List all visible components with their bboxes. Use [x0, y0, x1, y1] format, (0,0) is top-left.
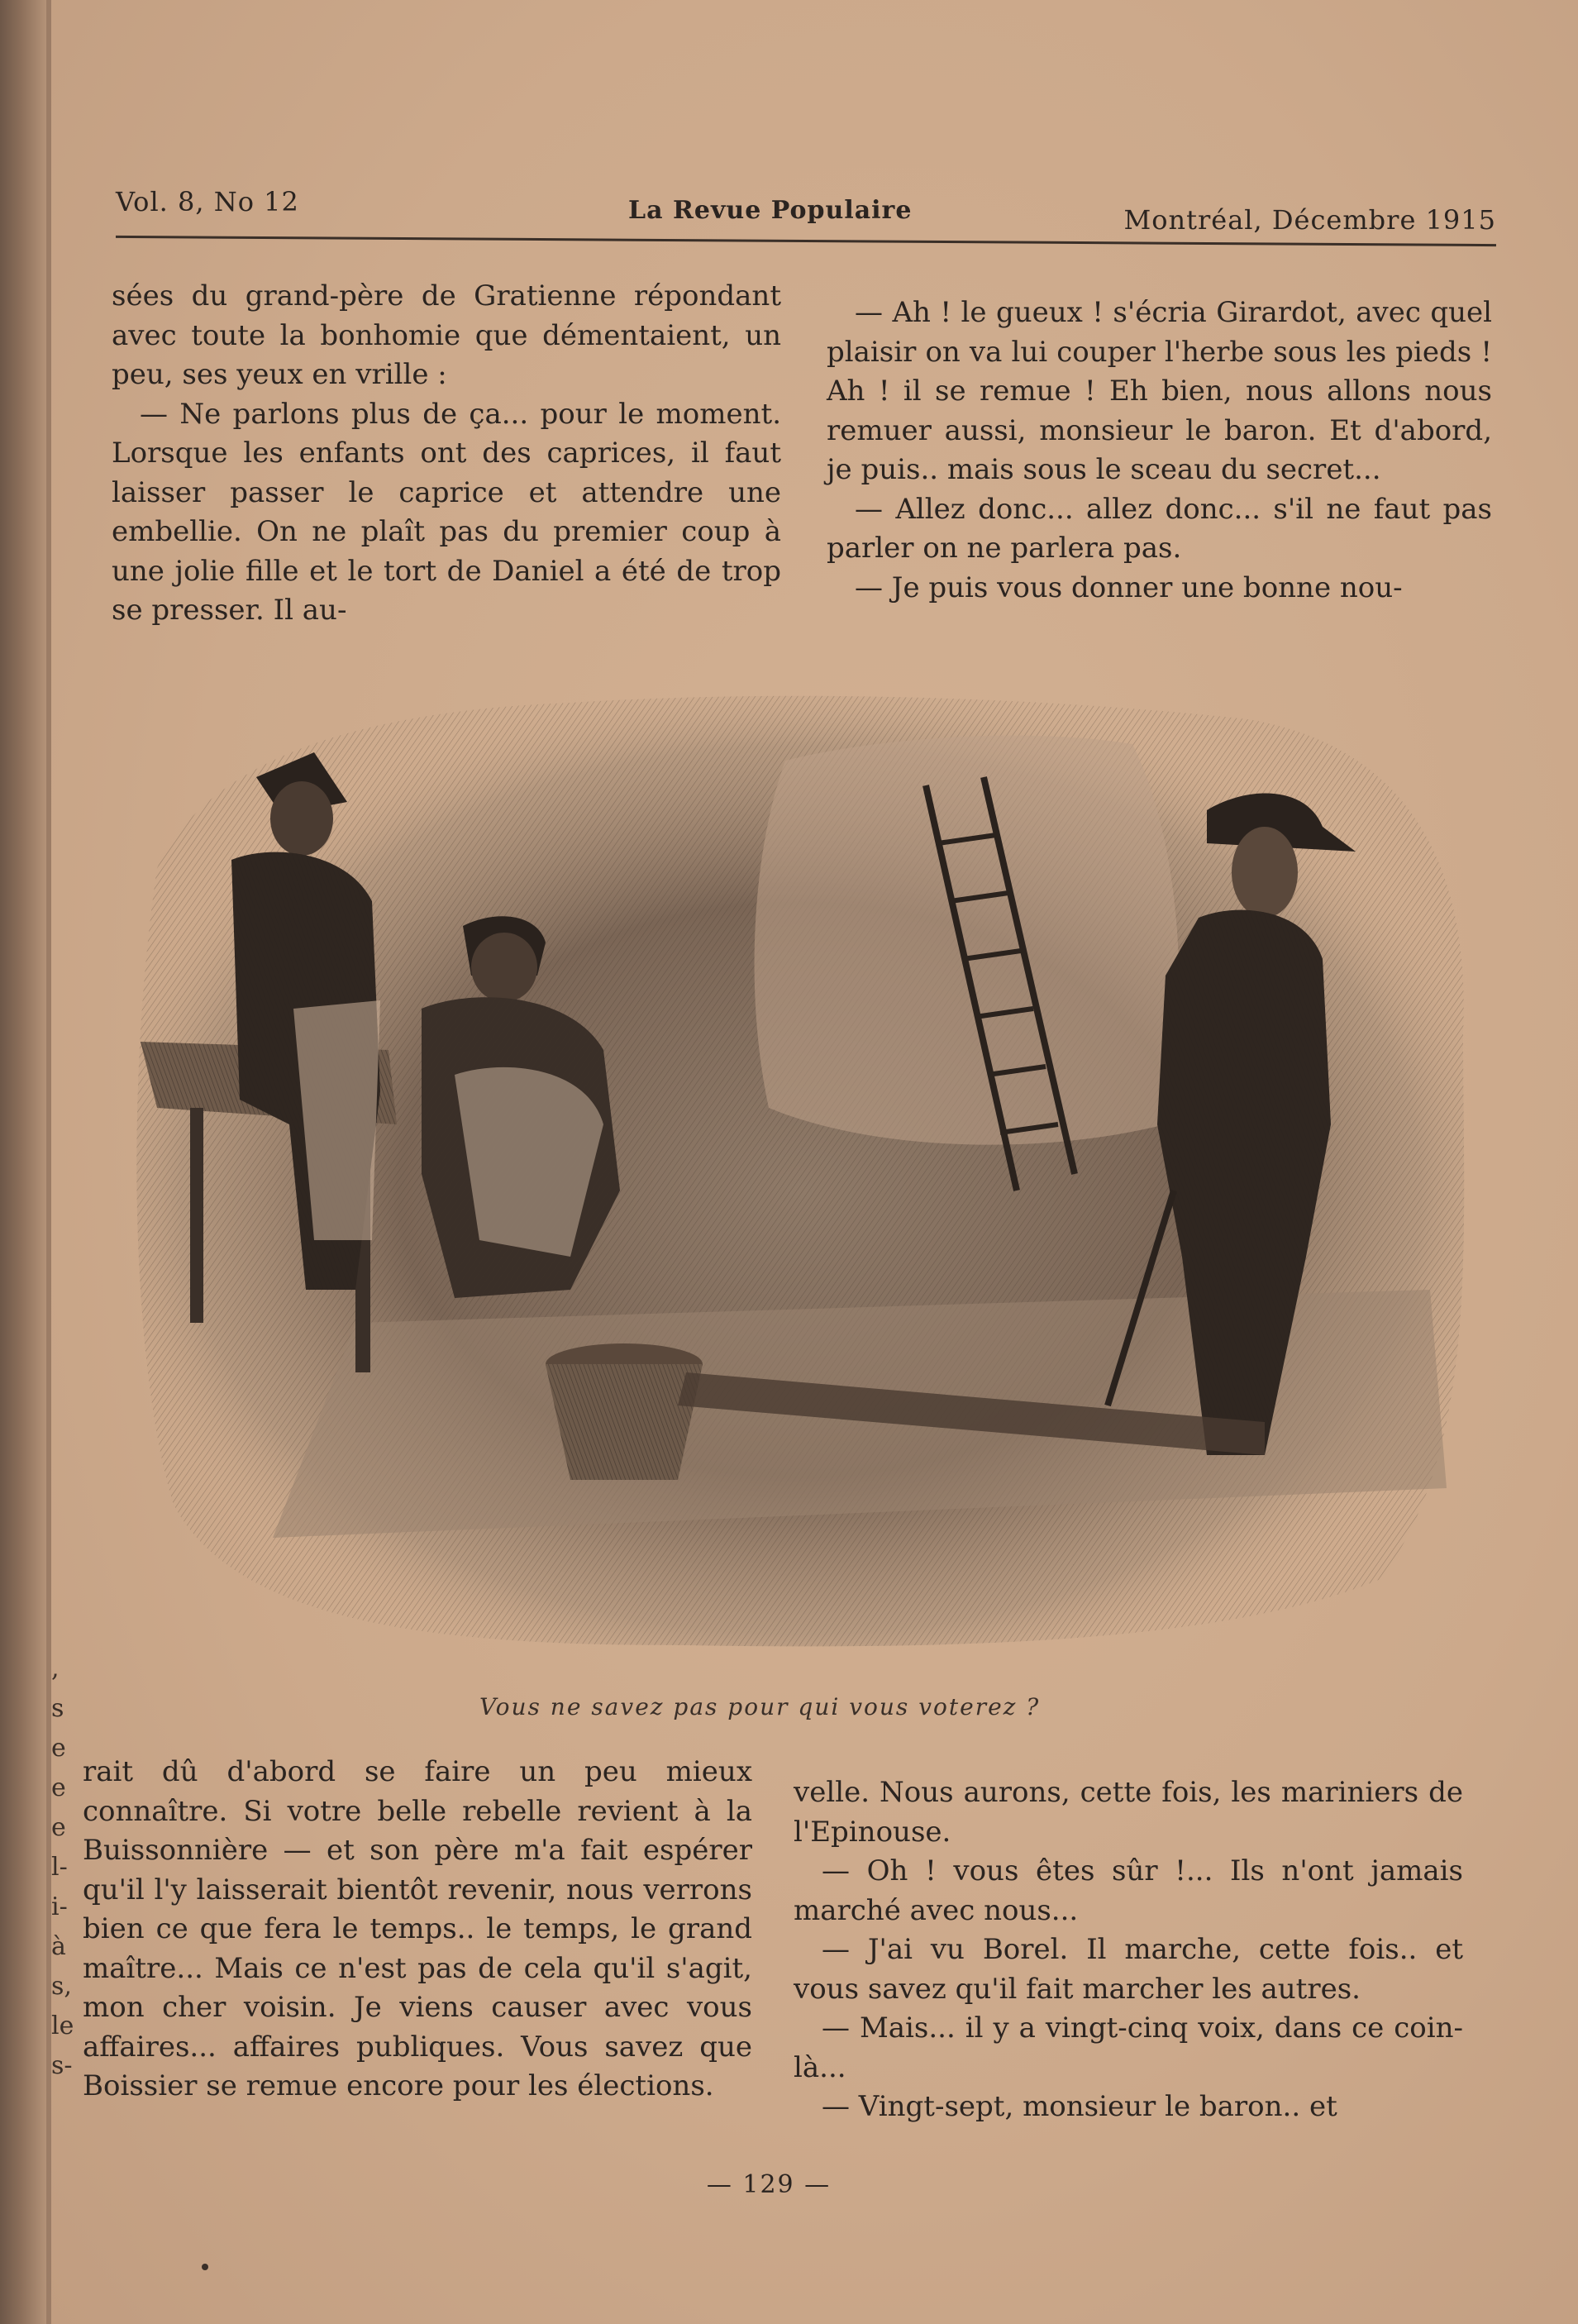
paragraph: — J'ai vu Borel. Il marche, cette fois.. et vous savez qu'il fait marcher les autres. — [794, 1933, 1463, 2006]
edge-fragment: , — [51, 1654, 60, 1683]
paragraph: sées du grand-père de Gratienne répondant avec toute la bonhomie que démentaient, un peu, ses yeux en vrille : — [112, 279, 781, 391]
adjacent-page-fragments — [51, 1649, 76, 2086]
paragraph: rait dû d'abord se faire un peu mieux connaître. Si votre belle rebelle revient à la Buissonnière — et son père m'a fait espérer qu'il l'y laisserait bientôt revenir, nous verrons bien ce que fera le temps.. le temps, le grand maître... Mais ce n'est pas de cela qu'il s'agit, mon cher voisin. Je viens causer avec vous affaires... affaires publiques. Vous savez que Boissier se remue encore pour les élections. — [83, 1755, 752, 2102]
edge-fragment: le — [51, 2011, 74, 2040]
edge-fragment: à — [51, 1932, 66, 1961]
publication-title: La Revue Populaire — [628, 196, 913, 225]
paragraph: — Mais... il y a vingt-cinq voix, dans ce coin-là... — [794, 2011, 1463, 2084]
volume-number: Vol. 8, No 12 — [116, 186, 299, 217]
paragraph: velle. Nous aurons, cette fois, les mariniers de l'Epinouse. — [794, 1776, 1463, 1849]
paragraph: — Ne parlons plus de ça... pour le moment. Lorsque les enfants ont des caprices, il faut laisser passer le caprice et attendre une embellie. On ne plaît pas du premier coup à une jolie fille et le tort de Daniel a été de trop se presser. Il au- — [112, 397, 781, 627]
edge-fragment: l- — [51, 1853, 68, 1882]
edge-fragment: s- — [51, 2051, 73, 2080]
column-bottom-left — [83, 1753, 752, 2107]
issue-date: Montréal, Décembre 1915 — [1123, 204, 1496, 236]
edge-fragment: s, — [51, 1972, 72, 2001]
edge-fragment: e — [51, 1734, 66, 1763]
column-bottom-right — [794, 1773, 1463, 2127]
illustration-caption: Vous ne savez pas pour qui vous voterez ? — [479, 1693, 1041, 1720]
paragraph: — Oh ! vous êtes sûr !... Ils n'ont jamais marché avec nous... — [794, 1854, 1463, 1927]
edge-fragment: e — [51, 1773, 66, 1802]
paragraph: — Ah ! le gueux ! s'écria Girardot, avec quel plaisir on va lui couper l'herbe sous les pieds ! Ah ! il se remue ! Eh bien, nous allons nous remuer aussi, monsieur le baron. Et d'abord, je puis.. mais sous le sceau du secret... — [827, 296, 1492, 486]
book-spine — [0, 0, 46, 2324]
edge-fragment: e — [51, 1813, 66, 1842]
edge-fragment: s — [51, 1694, 64, 1723]
paragraph: — Vingt-sept, monsieur le baron.. et — [822, 2090, 1337, 2123]
wall-highlight — [755, 736, 1180, 1145]
running-header — [116, 186, 1496, 236]
paragraph: — Allez donc... allez donc... s'il ne faut pas parler on ne parlera pas. — [827, 492, 1492, 565]
basket — [546, 1343, 703, 1480]
edge-fragment: i- — [51, 1892, 68, 1921]
paragraph: — Je puis vous donner une bonne nou- — [855, 570, 1403, 604]
engraving-illustration — [107, 661, 1496, 1654]
column-top-left — [112, 277, 781, 631]
column-top-right — [827, 293, 1492, 608]
page-number: — 129 — — [706, 2170, 832, 2199]
ink-speck — [202, 2264, 208, 2270]
